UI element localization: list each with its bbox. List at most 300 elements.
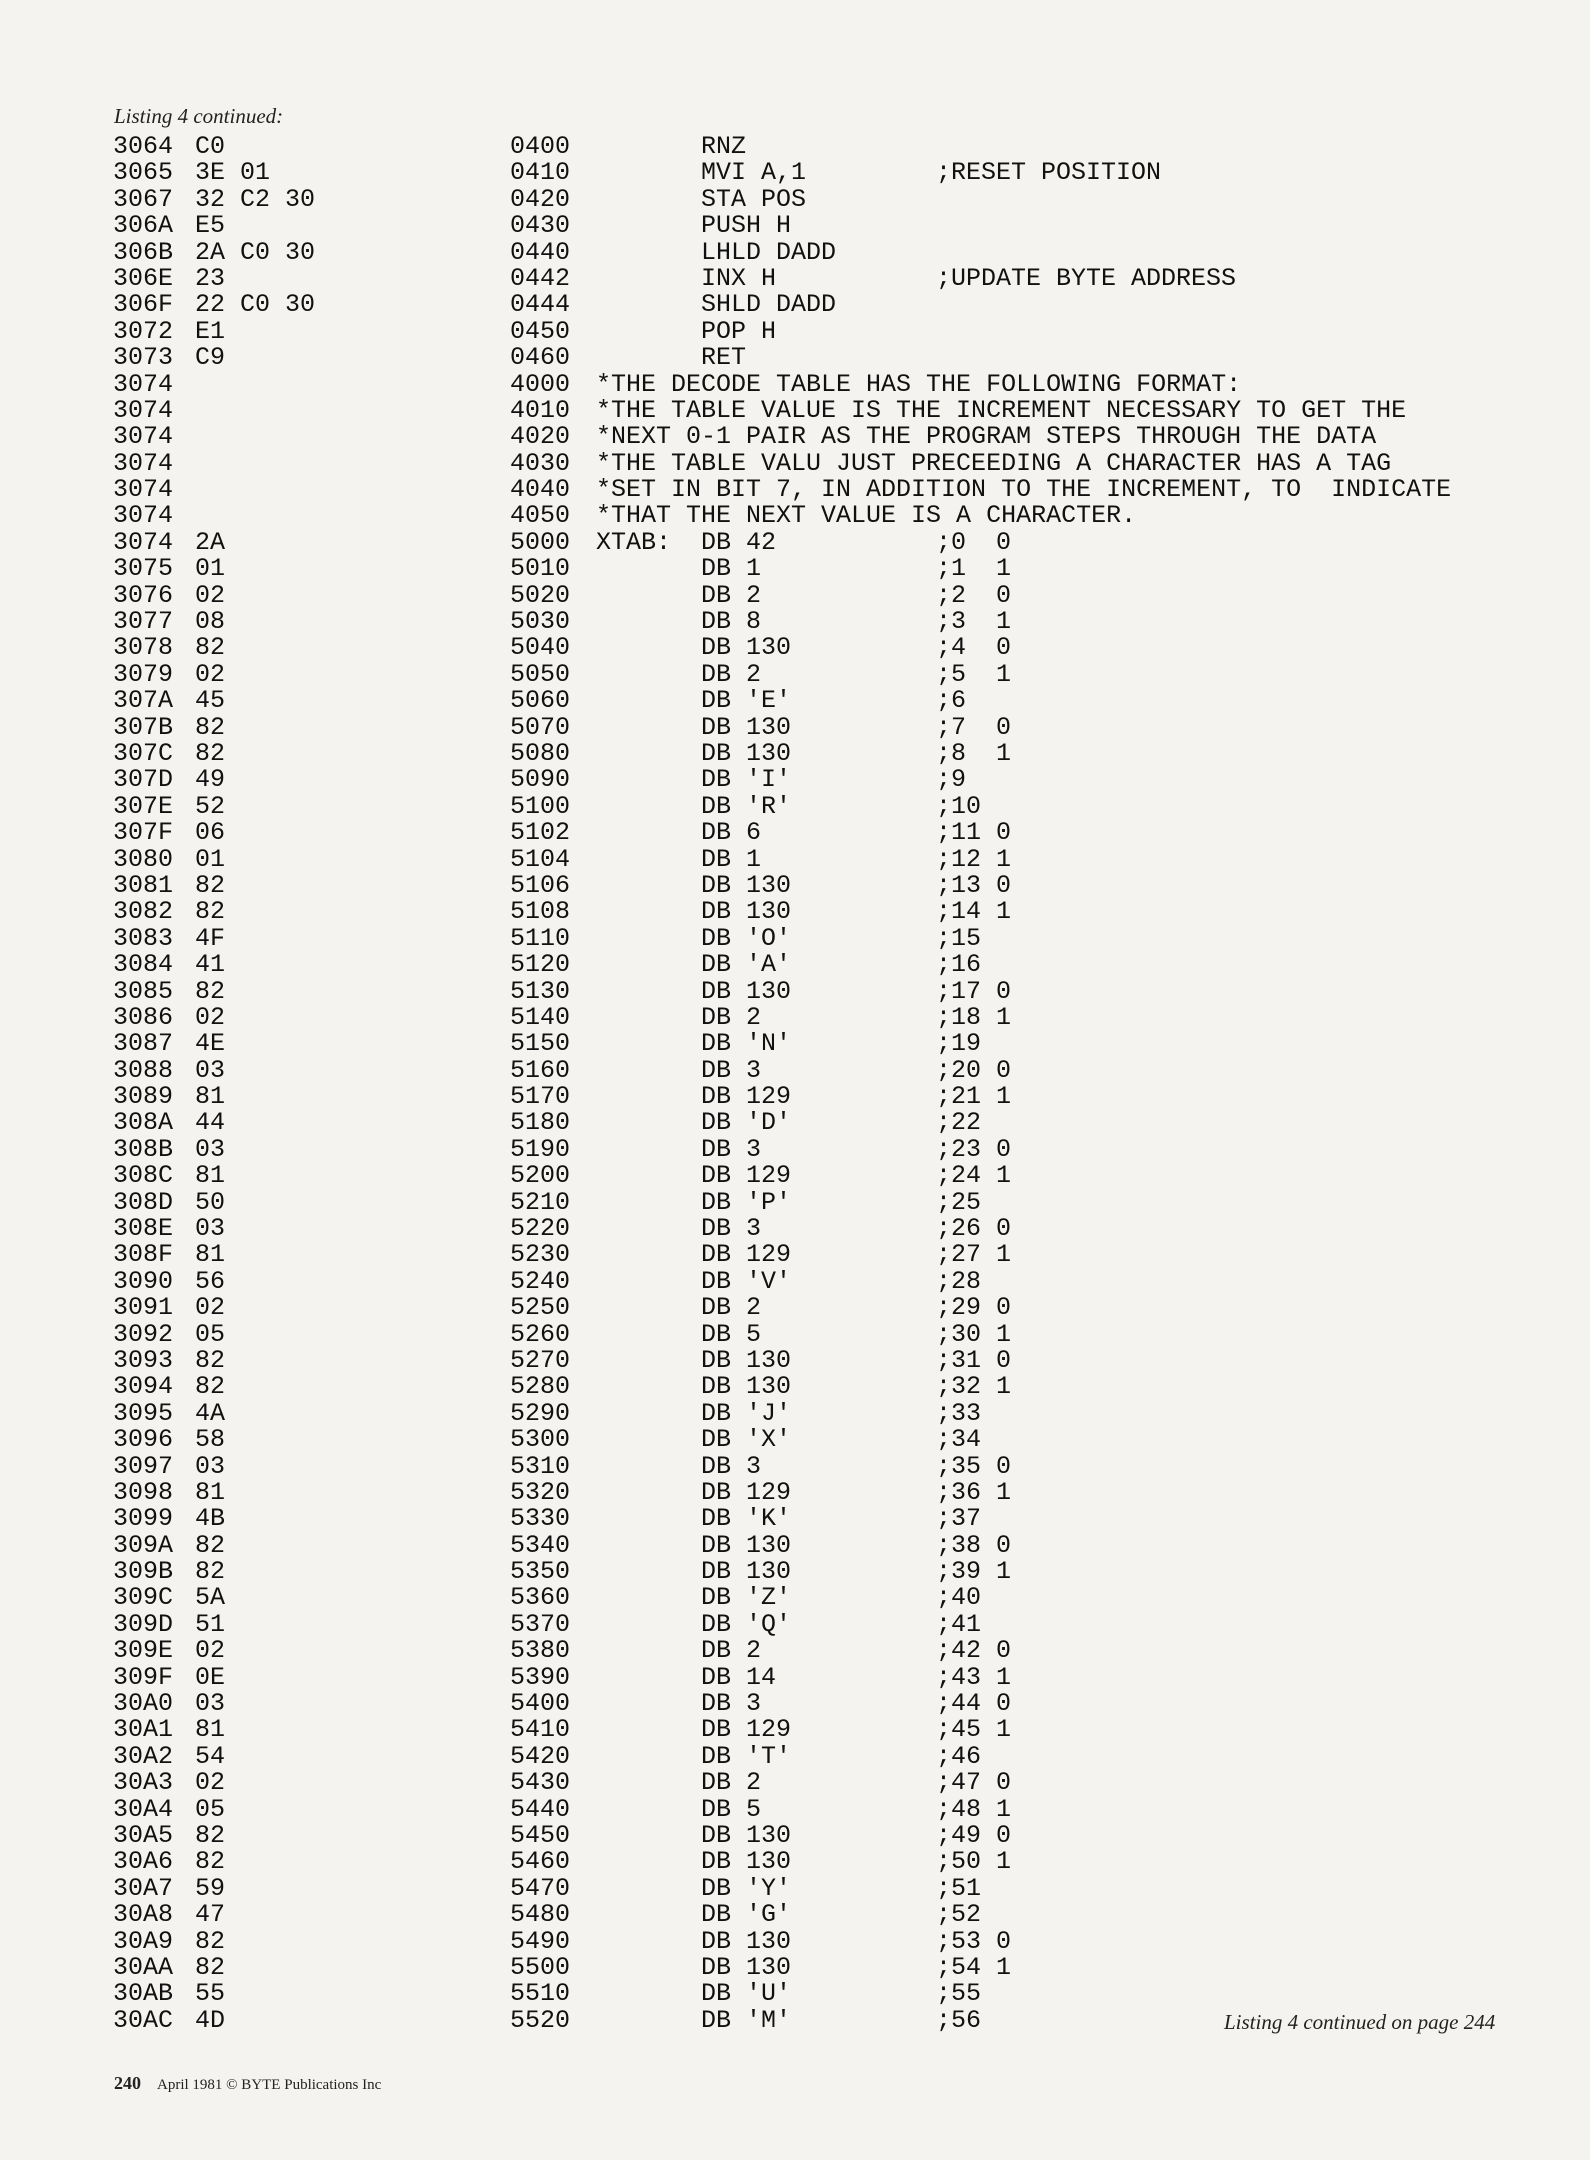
line-number: 5390 (510, 1662, 571, 1692)
line-number: 5420 (510, 1741, 571, 1771)
comment: ;7 0 (936, 712, 1012, 742)
address: 30A3 (113, 1768, 174, 1798)
address: 3091 (113, 1293, 174, 1323)
comment: ;25 (936, 1187, 982, 1217)
comment: ;29 0 (936, 1293, 1012, 1323)
object-code: 05 (195, 1319, 226, 1349)
line-number: 5400 (510, 1689, 571, 1719)
address: 3074 (113, 501, 174, 531)
comment-text: *THAT THE NEXT VALUE IS A CHARACTER. (596, 501, 1137, 531)
object-code: 32 C2 30 (195, 184, 316, 214)
comment: ;6 (936, 686, 967, 716)
line-number: 5380 (510, 1636, 571, 1666)
instruction: DB 'R' (701, 791, 792, 821)
address: 306A (113, 211, 174, 241)
object-code: 81 (195, 1161, 226, 1191)
address: 3076 (113, 580, 174, 610)
line-number: 4040 (510, 475, 571, 505)
comment: ;56 (936, 2005, 982, 2035)
object-code: 82 (195, 633, 226, 663)
instruction: DB 'U' (701, 1979, 792, 2009)
address: 307C (113, 738, 174, 768)
object-code: 01 (195, 554, 226, 584)
object-code: 3E 01 (195, 158, 271, 188)
line-number: 5510 (510, 1979, 571, 2009)
address: 306E (113, 263, 174, 293)
address: 3084 (113, 950, 174, 980)
instruction: DB 5 (701, 1319, 762, 1349)
line-number: 5370 (510, 1609, 571, 1639)
address: 309A (113, 1530, 174, 1560)
comment: ;37 (936, 1504, 982, 1534)
comment: ;22 (936, 1108, 982, 1138)
comment: ;51 (936, 1873, 982, 1903)
address: 3080 (113, 844, 174, 874)
line-number: 5140 (510, 1002, 571, 1032)
comment: ;17 0 (936, 976, 1012, 1006)
object-code: 02 (195, 1768, 226, 1798)
object-code: 02 (195, 659, 226, 689)
instruction: DB 'J' (701, 1398, 792, 1428)
line-number: 5230 (510, 1240, 571, 1270)
comment: ;52 (936, 1900, 982, 1930)
comment: ;28 (936, 1266, 982, 1296)
address: 30A7 (113, 1873, 174, 1903)
line-number: 0440 (510, 237, 571, 267)
object-code: 5A (195, 1583, 226, 1613)
line-number: 5320 (510, 1477, 571, 1507)
instruction: DB 130 (701, 870, 792, 900)
instruction: INX H (701, 263, 777, 293)
object-code: 45 (195, 686, 226, 716)
instruction: DB 129 (701, 1161, 792, 1191)
object-code: 82 (195, 1847, 226, 1877)
address: 309F (113, 1662, 174, 1692)
object-code: 05 (195, 1794, 226, 1824)
instruction: DB 'M' (701, 2005, 792, 2035)
page-footer (114, 2073, 381, 2094)
instruction: DB 3 (701, 1134, 762, 1164)
address: 3075 (113, 554, 174, 584)
instruction: DB 130 (701, 976, 792, 1006)
address: 3086 (113, 1002, 174, 1032)
address: 3082 (113, 897, 174, 927)
comment: ;53 0 (936, 1926, 1012, 1956)
object-code: 82 (195, 1530, 226, 1560)
line-number: 5180 (510, 1108, 571, 1138)
object-code: 51 (195, 1609, 226, 1639)
line-number: 5108 (510, 897, 571, 927)
object-code: 59 (195, 1873, 226, 1903)
comment: ;21 1 (936, 1082, 1012, 1112)
line-number: 5330 (510, 1504, 571, 1534)
address: 308D (113, 1187, 174, 1217)
object-code: 23 (195, 263, 226, 293)
object-code: 52 (195, 791, 226, 821)
address: 3078 (113, 633, 174, 663)
instruction: DB 129 (701, 1477, 792, 1507)
object-code: 44 (195, 1108, 226, 1138)
comment: ;36 1 (936, 1477, 1012, 1507)
instruction: DB 2 (701, 1002, 762, 1032)
instruction: DB 130 (701, 1345, 792, 1375)
line-number: 5290 (510, 1398, 571, 1428)
instruction: DB 'O' (701, 923, 792, 953)
instruction: DB 2 (701, 1636, 762, 1666)
address: 3074 (113, 527, 174, 557)
object-code: 49 (195, 765, 226, 795)
line-number: 5220 (510, 1214, 571, 1244)
comment: ;40 (936, 1583, 982, 1613)
comment: ;31 0 (936, 1345, 1012, 1375)
instruction: DB 'I' (701, 765, 792, 795)
object-code: 03 (195, 1451, 226, 1481)
address: 307F (113, 818, 174, 848)
address: 3098 (113, 1477, 174, 1507)
line-number: 5500 (510, 1952, 571, 1982)
address: 308E (113, 1214, 174, 1244)
comment: ;30 1 (936, 1319, 1012, 1349)
line-number: 5000 (510, 527, 571, 557)
line-number: 5090 (510, 765, 571, 795)
comment: ;55 (936, 1979, 982, 2009)
object-code: 2A (195, 527, 226, 557)
line-number: 5160 (510, 1055, 571, 1085)
comment: ;39 1 (936, 1557, 1012, 1587)
line-number: 5430 (510, 1768, 571, 1798)
instruction: RET (701, 343, 747, 373)
object-code: 50 (195, 1187, 226, 1217)
line-number: 0450 (510, 316, 571, 346)
object-code: 03 (195, 1055, 226, 1085)
object-code: 81 (195, 1240, 226, 1270)
address: 308A (113, 1108, 174, 1138)
comment: ;11 0 (936, 818, 1012, 848)
instruction: DB 130 (701, 1821, 792, 1850)
line-number: 5520 (510, 2005, 571, 2035)
address: 308F (113, 1240, 174, 1270)
object-code: 4A (195, 1398, 226, 1428)
instruction: RNZ (701, 132, 747, 161)
instruction: DB 5 (701, 1794, 762, 1824)
line-number: 5260 (510, 1319, 571, 1349)
line-number: 4000 (510, 369, 571, 399)
object-code: 02 (195, 1002, 226, 1032)
instruction: DB 'T' (701, 1741, 792, 1771)
instruction: DB 14 (701, 1662, 777, 1692)
comment: ;13 0 (936, 870, 1012, 900)
line-number: 0444 (510, 290, 571, 320)
object-code: 58 (195, 1425, 226, 1455)
address: 3065 (113, 158, 174, 188)
comment-text: *THE TABLE VALU JUST PRECEEDING A CHARACTER HAS A TAG (596, 448, 1392, 478)
object-code: 82 (195, 1345, 226, 1375)
address: 306B (113, 237, 174, 267)
line-number: 0460 (510, 343, 571, 373)
comment: ;18 1 (936, 1002, 1012, 1032)
listing-header: Listing 4 continued: (114, 104, 284, 128)
publication-credit: April 1981 © BYTE Publications Inc (157, 2077, 382, 2093)
instruction: DB 'G' (701, 1900, 792, 1930)
instruction: DB 'D' (701, 1108, 792, 1138)
line-number: 5060 (510, 686, 571, 716)
object-code: 03 (195, 1134, 226, 1164)
address: 307D (113, 765, 174, 795)
line-number: 5470 (510, 1873, 571, 1903)
comment: ;47 0 (936, 1768, 1012, 1798)
object-code: 54 (195, 1741, 226, 1771)
line-number: 5460 (510, 1847, 571, 1877)
comment: ;48 1 (936, 1794, 1012, 1824)
instruction: DB 3 (701, 1451, 762, 1481)
line-number: 5190 (510, 1134, 571, 1164)
object-code: E1 (195, 316, 226, 346)
instruction: DB 'Q' (701, 1609, 792, 1639)
comment: ;49 0 (936, 1821, 1012, 1850)
line-number: 5080 (510, 738, 571, 768)
address: 30A2 (113, 1741, 174, 1771)
address: 309B (113, 1557, 174, 1587)
comment-text: *THE DECODE TABLE HAS THE FOLLOWING FORMAT: (596, 369, 1242, 399)
object-code: 55 (195, 1979, 226, 2009)
address: 3074 (113, 369, 174, 399)
object-code: 47 (195, 1900, 226, 1930)
comment: ;35 0 (936, 1451, 1012, 1481)
address: 3064 (113, 132, 174, 161)
object-code: C0 (195, 132, 226, 161)
line-number: 5360 (510, 1583, 571, 1613)
object-code: 82 (195, 1557, 226, 1587)
comment: ;23 0 (936, 1134, 1012, 1164)
line-number: 4030 (510, 448, 571, 478)
instruction: DB 6 (701, 818, 762, 848)
object-code: E5 (195, 211, 226, 241)
instruction: DB 130 (701, 1530, 792, 1560)
object-code: 02 (195, 580, 226, 610)
line-number: 5350 (510, 1557, 571, 1587)
comment: ;32 1 (936, 1372, 1012, 1402)
object-code: 02 (195, 1636, 226, 1666)
instruction: PUSH H (701, 211, 792, 241)
instruction: DB 'K' (701, 1504, 792, 1534)
comment: ;9 (936, 765, 967, 795)
line-number: 5200 (510, 1161, 571, 1191)
address: 3074 (113, 395, 174, 425)
instruction: DB 130 (701, 1847, 792, 1877)
comment: ;10 (936, 791, 982, 821)
address: 3092 (113, 1319, 174, 1349)
object-code: 82 (195, 976, 226, 1006)
line-number: 5020 (510, 580, 571, 610)
comment: ;8 1 (936, 738, 1012, 768)
address: 3093 (113, 1345, 174, 1375)
comment: ;38 0 (936, 1530, 1012, 1560)
address: 3081 (113, 870, 174, 900)
address: 307B (113, 712, 174, 742)
instruction: DB 130 (701, 712, 792, 742)
instruction: DB 130 (701, 633, 792, 663)
line-number: 4010 (510, 395, 571, 425)
address: 30A1 (113, 1715, 174, 1745)
address: 3072 (113, 316, 174, 346)
instruction: DB 2 (701, 1293, 762, 1323)
page-number: 240 (114, 2073, 141, 2093)
line-number: 5340 (510, 1530, 571, 1560)
address: 3096 (113, 1425, 174, 1455)
address: 307A (113, 686, 174, 716)
address: 3094 (113, 1372, 174, 1402)
address: 307E (113, 791, 174, 821)
line-number: 5100 (510, 791, 571, 821)
comment: ;24 1 (936, 1161, 1012, 1191)
comment: ;0 0 (936, 527, 1012, 557)
address: 309D (113, 1609, 174, 1639)
object-code: C9 (195, 343, 226, 373)
address: 306F (113, 290, 174, 320)
address: 30AC (113, 2005, 174, 2035)
instruction: STA POS (701, 184, 807, 214)
address: 3067 (113, 184, 174, 214)
line-number: 5440 (510, 1794, 571, 1824)
object-code: 82 (195, 1952, 226, 1982)
object-code: 03 (195, 1689, 226, 1719)
instruction: DB 130 (701, 897, 792, 927)
instruction: MVI A,1 (701, 158, 807, 188)
instruction: DB 130 (701, 1926, 792, 1956)
line-number: 5030 (510, 607, 571, 637)
line-number: 5104 (510, 844, 571, 874)
line-number: 4020 (510, 422, 571, 452)
address: 30A4 (113, 1794, 174, 1824)
object-code: 82 (195, 897, 226, 927)
comment: ;42 0 (936, 1636, 1012, 1666)
line-number: 5010 (510, 554, 571, 584)
object-code: 41 (195, 950, 226, 980)
object-code: 81 (195, 1082, 226, 1112)
instruction: DB 42 (701, 527, 777, 557)
comment: ;5 1 (936, 659, 1012, 689)
address: 30A5 (113, 1821, 174, 1850)
object-code: 02 (195, 1293, 226, 1323)
line-number: 0420 (510, 184, 571, 214)
comment: ;14 1 (936, 897, 1012, 927)
address: 3088 (113, 1055, 174, 1085)
object-code: 81 (195, 1715, 226, 1745)
line-number: 0410 (510, 158, 571, 188)
address: 3074 (113, 475, 174, 505)
comment: ;16 (936, 950, 982, 980)
line-number: 5280 (510, 1372, 571, 1402)
object-code: 06 (195, 818, 226, 848)
address: 30A8 (113, 1900, 174, 1930)
address: 3089 (113, 1082, 174, 1112)
continued-note: Listing 4 continued on page 244 (1224, 2010, 1496, 2034)
line-number: 5310 (510, 1451, 571, 1481)
line-number: 5240 (510, 1266, 571, 1296)
object-code: 08 (195, 607, 226, 637)
address: 3074 (113, 422, 174, 452)
instruction: DB 'P' (701, 1187, 792, 1217)
address: 3077 (113, 607, 174, 637)
instruction: POP H (701, 316, 777, 346)
instruction: DB 3 (701, 1055, 762, 1085)
instruction: DB 'A' (701, 950, 792, 980)
instruction: DB 1 (701, 554, 762, 584)
instruction: DB 130 (701, 738, 792, 768)
object-code: 82 (195, 1821, 226, 1850)
comment: ;3 1 (936, 607, 1012, 637)
comment: ;2 0 (936, 580, 1012, 610)
line-number: 5210 (510, 1187, 571, 1217)
instruction: DB 'V' (701, 1266, 792, 1296)
line-number: 5120 (510, 950, 571, 980)
comment-text: *NEXT 0-1 PAIR AS THE PROGRAM STEPS THROUGH THE DATA (596, 422, 1377, 452)
comment: ;33 (936, 1398, 982, 1428)
line-number: 5490 (510, 1926, 571, 1956)
address: 3079 (113, 659, 174, 689)
object-code: 82 (195, 870, 226, 900)
line-number: 5040 (510, 633, 571, 663)
address: 3083 (113, 923, 174, 953)
instruction: DB 2 (701, 1768, 762, 1798)
comment: ;20 0 (936, 1055, 1012, 1085)
instruction: DB 129 (701, 1082, 792, 1112)
instruction: DB 3 (701, 1689, 762, 1719)
line-number: 5410 (510, 1715, 571, 1745)
comment: ;27 1 (936, 1240, 1012, 1270)
comment: ;19 (936, 1029, 982, 1059)
comment: ;12 1 (936, 844, 1012, 874)
object-code: 56 (195, 1266, 226, 1296)
address: 3085 (113, 976, 174, 1006)
line-number: 5102 (510, 818, 571, 848)
instruction: DB 130 (701, 1372, 792, 1402)
instruction: DB 'N' (701, 1029, 792, 1059)
comment: ;45 1 (936, 1715, 1012, 1745)
comment: ;41 (936, 1609, 982, 1639)
comment: ;54 1 (936, 1952, 1012, 1982)
comment: ;46 (936, 1741, 982, 1771)
object-code: 82 (195, 712, 226, 742)
address: 3099 (113, 1504, 174, 1534)
address: 3090 (113, 1266, 174, 1296)
comment: ;50 1 (936, 1847, 1012, 1877)
line-number: 5070 (510, 712, 571, 742)
object-code: 4B (195, 1504, 226, 1534)
line-number: 4050 (510, 501, 571, 531)
instruction: DB 'X' (701, 1425, 792, 1455)
object-code: 01 (195, 844, 226, 874)
comment-text: *THE TABLE VALUE IS THE INCREMENT NECESSARY TO GET THE (596, 395, 1407, 425)
comment-text: *SET IN BIT 7, IN ADDITION TO THE INCREMENT, TO INDICATE (596, 475, 1452, 505)
line-number: 5300 (510, 1425, 571, 1455)
instruction: LHLD DADD (701, 237, 837, 267)
object-code: 4E (195, 1029, 226, 1059)
address: 3097 (113, 1451, 174, 1481)
line-number: 5106 (510, 870, 571, 900)
object-code: 4F (195, 923, 226, 953)
object-code: 82 (195, 1926, 226, 1956)
object-code: 0E (195, 1662, 226, 1692)
line-number: 0430 (510, 211, 571, 241)
instruction: DB 129 (701, 1240, 792, 1270)
address: 30A0 (113, 1689, 174, 1719)
line-number: 5050 (510, 659, 571, 689)
address: 30AB (113, 1979, 174, 2009)
comment: ;RESET POSITION (936, 158, 1162, 188)
line-number: 0442 (510, 263, 571, 293)
address: 30A9 (113, 1926, 174, 1956)
